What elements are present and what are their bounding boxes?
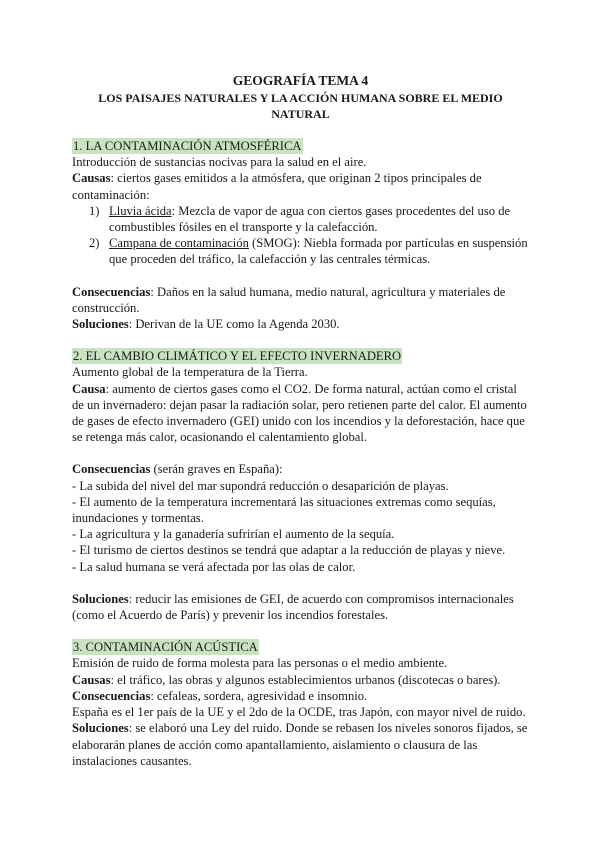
- list-item: - La agricultura y la ganadería sufrirían el aumento de la sequía.: [72, 527, 395, 542]
- section-heading: 2. EL CAMBIO CLIMÁTICO Y EL EFECTO INVERNADERO: [73, 349, 402, 364]
- section-intro: Emisión de ruido de forma molesta para las personas o el medio ambiente.: [72, 656, 448, 671]
- list-item: 2) Campana de contaminación (SMOG): Niebla formada por partículas en suspensión que proceden del tráfico, la calefacción y las centrales térmicas.: [89, 236, 528, 267]
- section-contaminacion-acustica: [72, 639, 529, 769]
- list-item: - El aumento de la temperatura incrementará las situaciones extremas como sequías, inundaciones y tormentas.: [72, 494, 496, 526]
- soluciones-paragraph: Soluciones: se elaboró una Ley del ruido. Donde se rebasen los niveles sonoros fijados, se elaborarán planes de acción como apantallamiento, aislamiento o clausura de las instalaciones causantes.: [72, 721, 528, 768]
- page-title: GEOGRAFÍA TEMA 4: [232, 73, 369, 88]
- section-intro: Introducción de sustancias nocivas para la salud en el aire.: [72, 155, 367, 170]
- section-heading: 1. LA CONTAMINACIÓN ATMOSFÉRICA: [73, 139, 302, 153]
- list-item: - La subida del nivel del mar supondrá reducción o desaparición de playas.: [72, 478, 449, 493]
- section-cambio-climatico: [72, 348, 529, 623]
- consecuencias-paragraph: Consecuencias: Daños en la salud humana, medio natural, agricultura y materiales de construcción.: [72, 284, 506, 315]
- section-intro: Aumento global de la temperatura de la Tierra.: [72, 365, 308, 380]
- page-subtitle: LOS PAISAJES NATURALES Y LA ACCIÓN HUMANA SOBRE EL MEDIO NATURAL: [98, 91, 503, 121]
- soluciones-paragraph: Soluciones: Derivan de la UE como la Agenda 2030.: [72, 317, 340, 332]
- list-item: 1) Lluvia ácida: Mezcla de vapor de agua con ciertos gases procedentes del uso de combustibles fósiles en el transporte y la calefacción.: [89, 203, 511, 235]
- soluciones-paragraph: Soluciones: reducir las emisiones de GEI, de acuerdo con compromisos internacionales (como el Acuerdo de París) y prevenir los incendios forestales.: [72, 591, 514, 623]
- list-item: - La salud humana se verá afectada por las olas de calor.: [72, 559, 356, 574]
- consecuencias-paragraph: Consecuencias: cefaleas, sordera, agresividad e insomnio.: [72, 688, 368, 703]
- causas-paragraph: Causas: el tráfico, las obras y algunos establecimientos urbanos (discotecas o bares).: [72, 672, 501, 687]
- ranking-paragraph: España es el 1er país de la UE y el 2do de la OCDE, tras Japón, con mayor nivel de ruido.: [72, 705, 526, 720]
- list-item: - El turismo de ciertos destinos se tendrá que adaptar a la reducción de playas y nieve.: [72, 543, 506, 558]
- causa-paragraph: Causa: aumento de ciertos gases como el CO2. De forma natural, actúan como el cristal de un invernadero: dejan pasar la radiación solar, pero retienen parte del calor. El aumento de gases de efecto invernadero (GEI) unido con los incendios y la deforestación, hace que se retenga más calor, ocasionando el calentamiento global.: [72, 381, 527, 445]
- contamination-types-list: [72, 203, 529, 268]
- section-contaminacion-atmosferica: [72, 138, 529, 332]
- consecuencias-paragraph: Consecuencias (serán graves en España):: [72, 462, 283, 477]
- causas-paragraph: Causas: ciertos gases emitidos a la atmósfera, que originan 2 tipos principales de contaminación:: [72, 171, 482, 202]
- section-heading: 3. CONTAMINACIÓN ACÚSTICA: [73, 640, 258, 655]
